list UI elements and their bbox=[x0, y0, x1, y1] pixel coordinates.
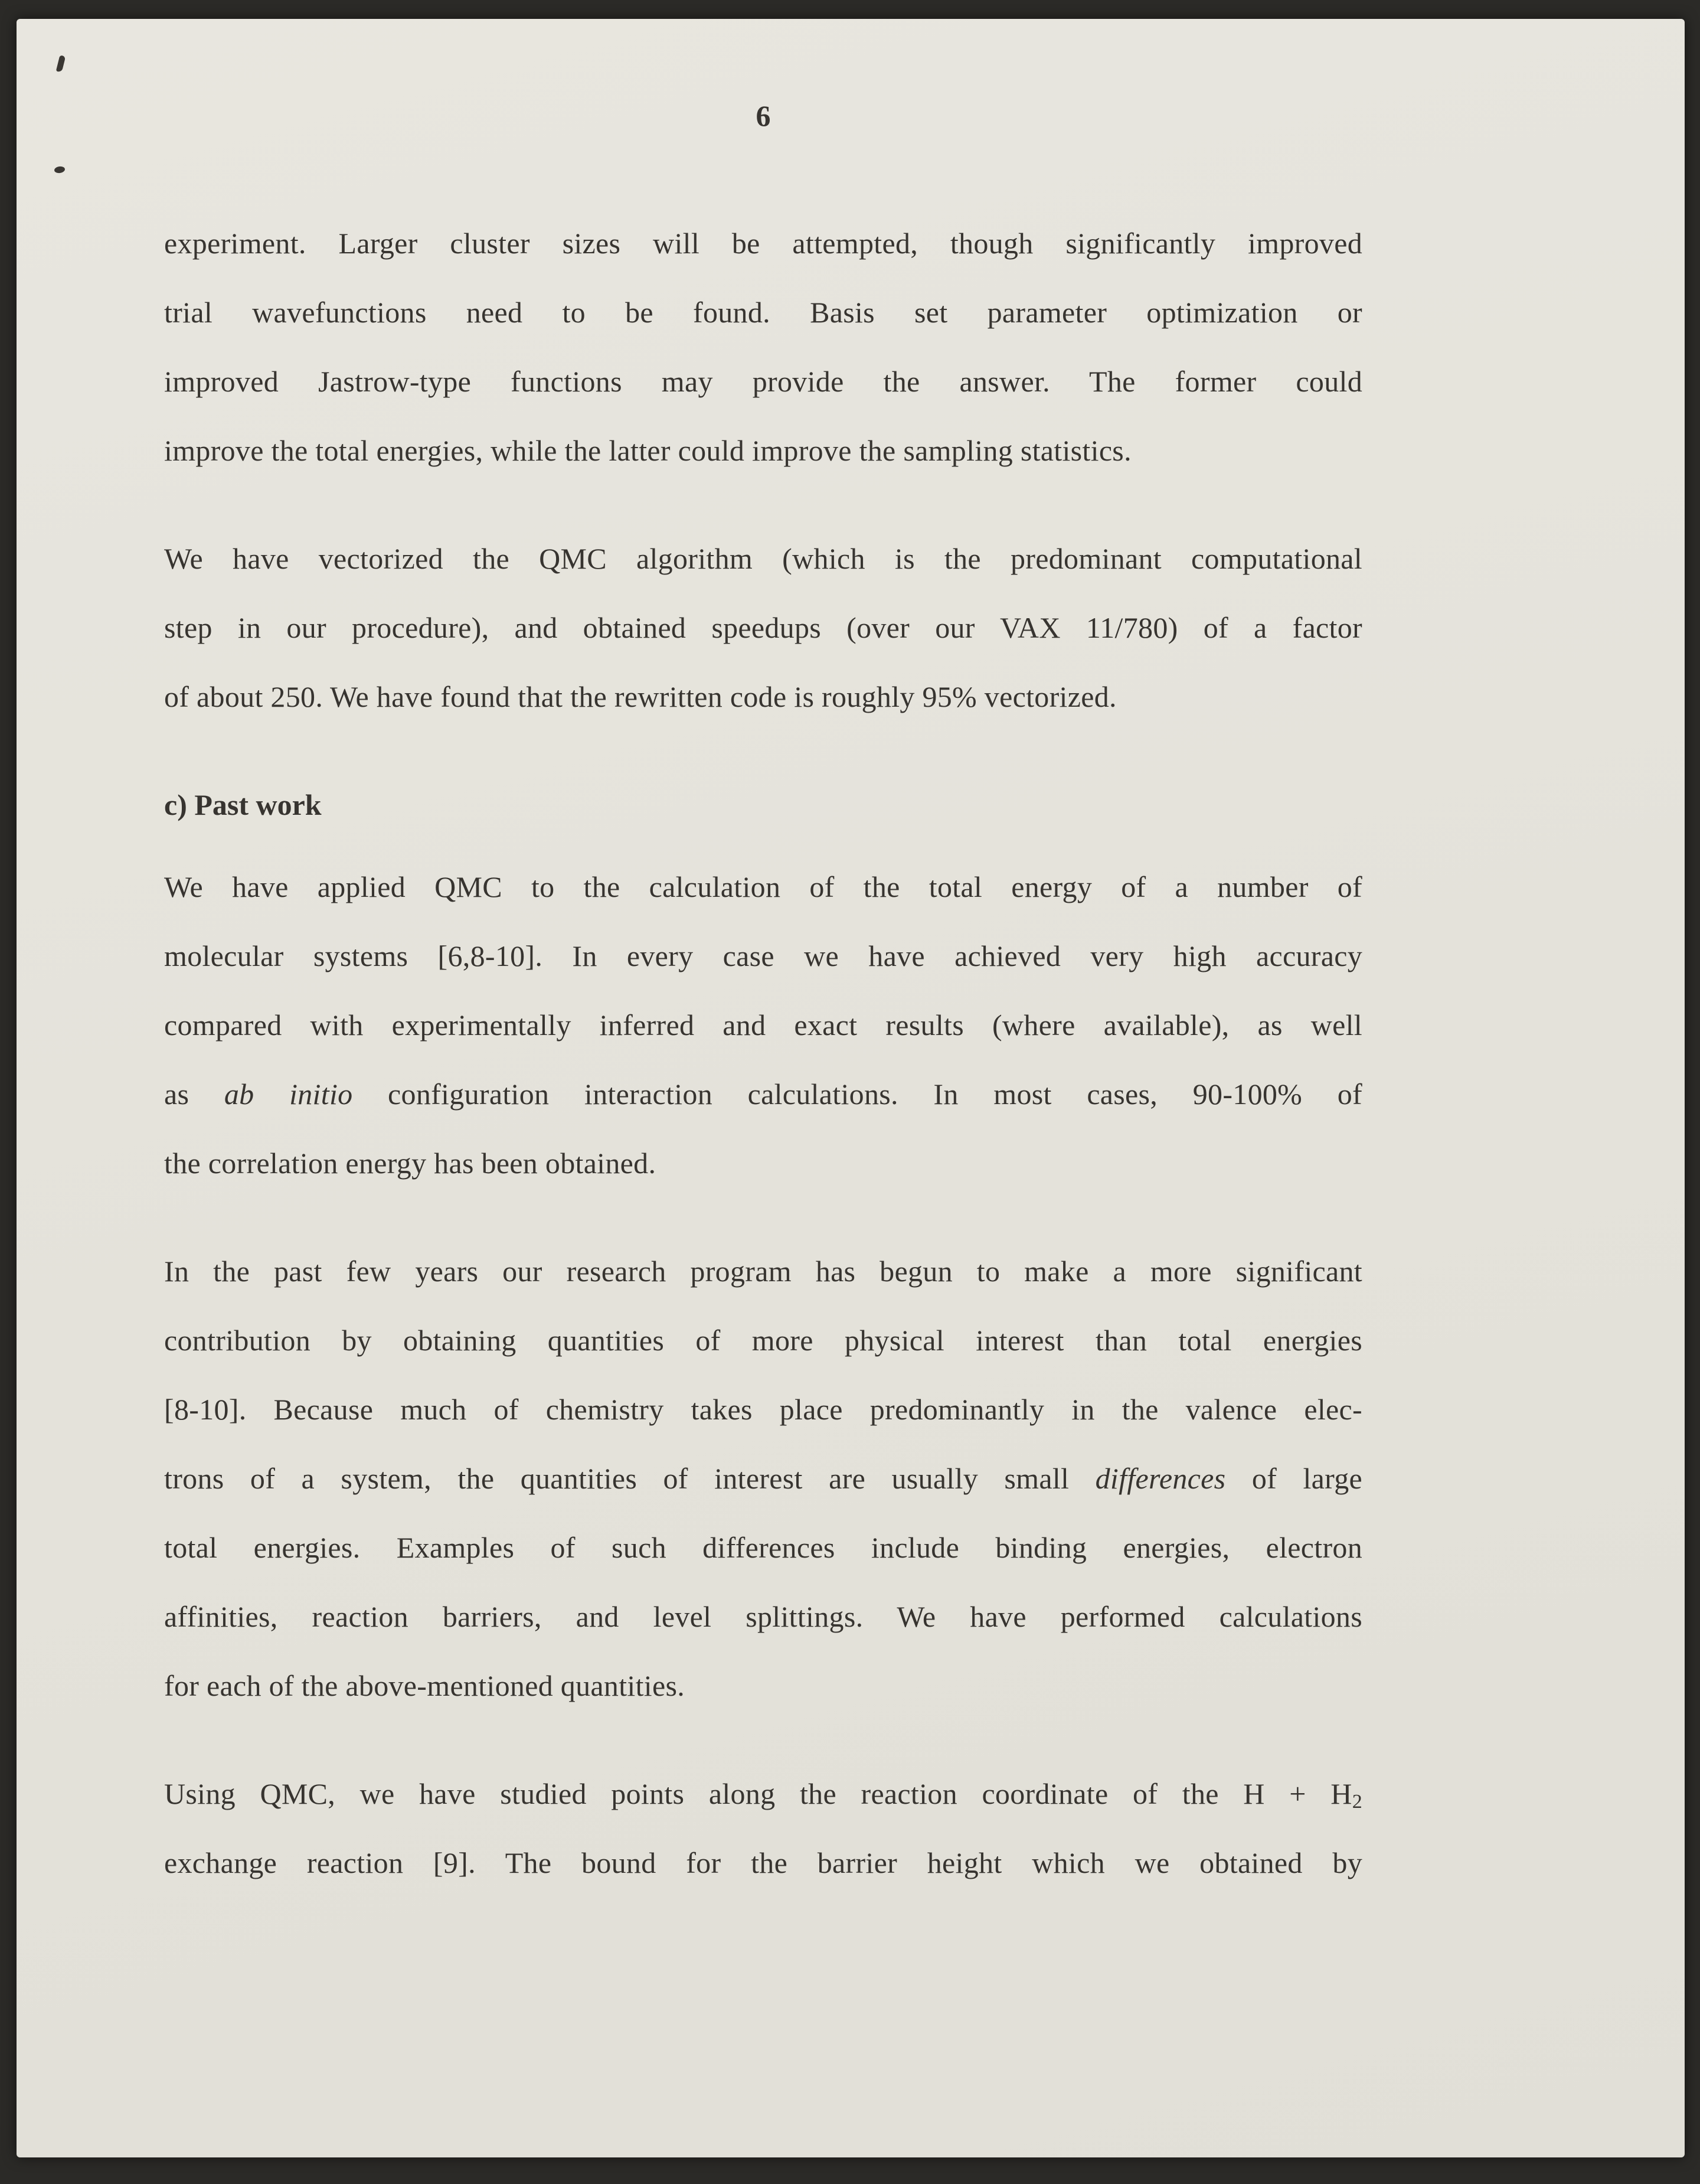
subscript-text: 2 bbox=[1352, 1791, 1362, 1813]
paragraph-5 bbox=[164, 1759, 1362, 1898]
text-line: We have applied QMC to the calculation of the total energy of a number of bbox=[164, 870, 1362, 903]
text-line: contribution by obtaining quantities of more physical interest than total energies bbox=[164, 1324, 1362, 1357]
text-run: of large bbox=[1225, 1462, 1363, 1495]
italic-text: ab initio bbox=[224, 1078, 353, 1111]
text-line: of about 250. We have found that the rewritten code is roughly 95% vectorized. bbox=[164, 680, 1117, 713]
text-line: affinities, reaction barriers, and level splittings. We have performed calculations bbox=[164, 1600, 1362, 1633]
text-line bbox=[164, 1444, 1362, 1513]
text-line: improved Jastrow-type functions may provide the answer. The former could bbox=[164, 365, 1362, 398]
paragraph-3 bbox=[164, 853, 1362, 1198]
text-line: experiment. Larger cluster sizes will be attempted, though significantly improved bbox=[164, 227, 1362, 260]
ink-mark bbox=[56, 55, 66, 73]
text-run: configuration interaction calculations. In most cases, 90-100% of bbox=[352, 1078, 1362, 1111]
text-line: molecular systems [6,8-10]. In every case we have achieved very high accuracy bbox=[164, 939, 1362, 972]
text-run: trons of a system, the quantities of interest are usually small bbox=[164, 1462, 1096, 1495]
text-line: In the past few years our research program has begun to make a more significant bbox=[164, 1255, 1362, 1288]
paragraph-2 bbox=[164, 524, 1362, 732]
text-line: the correlation energy has been obtained. bbox=[164, 1147, 656, 1180]
text-line: total energies. Examples of such differences include binding energies, electron bbox=[164, 1531, 1362, 1564]
text-line bbox=[164, 1060, 1362, 1129]
text-line bbox=[164, 1759, 1362, 1829]
text-line: trial wavefunctions need to be found. Basis set parameter optimization or bbox=[164, 296, 1362, 329]
text-line: improve the total energies, while the latter could improve the sampling statistics. bbox=[164, 434, 1132, 467]
page-number: 6 bbox=[756, 99, 771, 132]
text-run: as bbox=[164, 1078, 224, 1111]
text-line: compared with experimentally inferred and exact results (where available), as well bbox=[164, 1008, 1362, 1042]
text-line: [8-10]. Because much of chemistry takes place predominantly in the valence elec- bbox=[164, 1393, 1362, 1426]
section-heading: c) Past work bbox=[164, 788, 322, 821]
text-line: step in our procedure), and obtained speedups (over our VAX 11/780) of a factor bbox=[164, 611, 1362, 644]
text-line: for each of the above-mentioned quantities. bbox=[164, 1669, 685, 1702]
document-body bbox=[164, 209, 1362, 1937]
italic-text: differences bbox=[1095, 1462, 1226, 1495]
paragraph-4 bbox=[164, 1237, 1362, 1721]
ink-mark bbox=[54, 166, 65, 174]
text-run: Using QMC, we have studied points along the reaction coordinate of the H + H bbox=[164, 1777, 1352, 1810]
text-line: We have vectorized the QMC algorithm (which is the predominant computational bbox=[164, 542, 1362, 575]
paragraph-1 bbox=[164, 209, 1362, 485]
text-line: exchange reaction [9]. The bound for the barrier height which we obtained by bbox=[164, 1846, 1362, 1879]
scanned-page bbox=[17, 19, 1685, 2157]
